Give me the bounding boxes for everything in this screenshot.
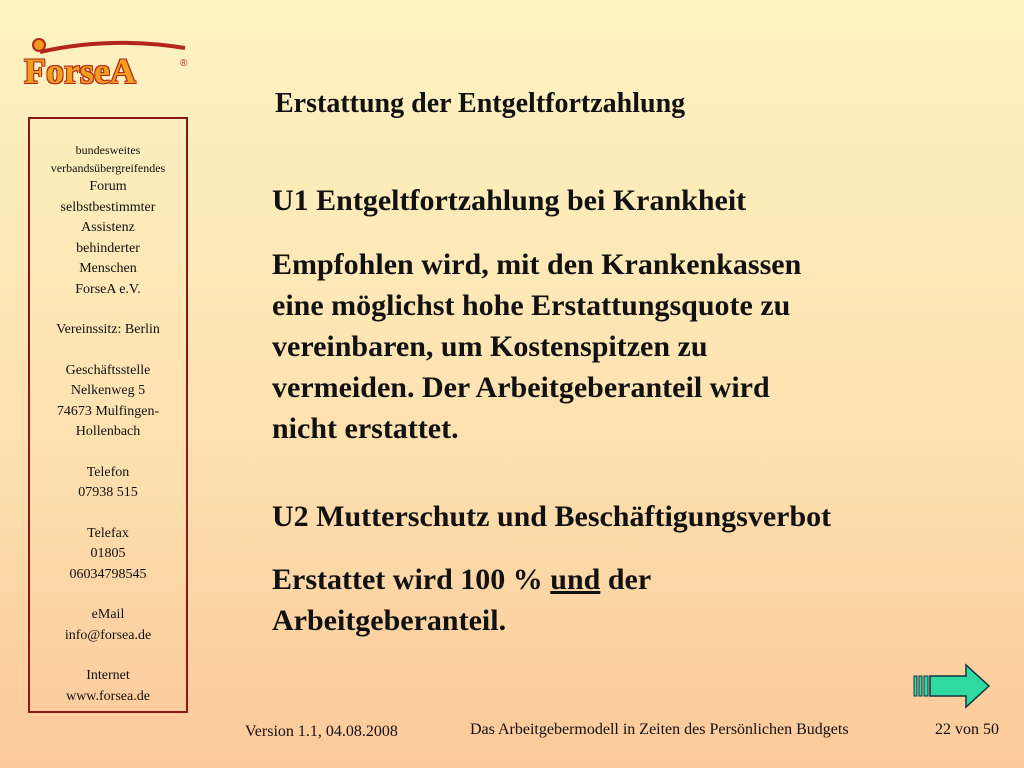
sidebar-internet: www.forsea.de <box>66 688 150 704</box>
sidebar-office-street: Nelkenweg 5 <box>70 383 146 398</box>
sidebar-seat: Vereinssitz: Berlin <box>56 322 160 337</box>
section1-line: vereinbaren, um Kostenspitzen zu <box>272 330 708 363</box>
footer-page-number: 22 von 50 <box>935 721 999 738</box>
section1-body <box>272 244 912 449</box>
sidebar-line: selbstbestimmter <box>60 199 156 215</box>
section2-body <box>272 559 912 641</box>
arrow-right-icon[interactable] <box>912 662 992 710</box>
section1-heading-text: U1 Entgeltfortzahlung bei Krankheit <box>272 184 747 217</box>
section2-text: Erstattet wird 100 % <box>272 563 551 596</box>
section1-heading <box>272 182 952 220</box>
section1-line: vermeiden. Der Arbeitgeberanteil wird <box>272 371 770 404</box>
section2-line <box>272 559 912 600</box>
sidebar-fax-label: Telefax <box>87 525 129 541</box>
sidebar-line: verbandsübergreifendes <box>50 161 166 175</box>
sidebar-line: behinderter <box>76 240 140 256</box>
sidebar-office-city: 74673 Mulfingen- <box>56 403 160 419</box>
section2-text: der <box>600 563 652 596</box>
sidebar-email: info@forsea.de <box>64 627 152 643</box>
sidebar-email-label: eMail <box>91 607 125 622</box>
section1-line: eine möglichst hohe Erstattungsquote zu <box>272 289 791 322</box>
section2-heading-text: U2 Mutterschutz und Beschäftigungsverbot <box>272 500 832 533</box>
sidebar-office-city: Hollenbach <box>75 424 141 439</box>
sidebar-line: Menschen <box>79 261 137 276</box>
sidebar-line: Assistenz <box>81 220 135 235</box>
sidebar-fax: 01805 <box>90 546 126 561</box>
logo-text: ForseA <box>24 51 136 91</box>
section2-line: Arbeitgeberanteil. <box>272 604 507 637</box>
sidebar-internet-label: Internet <box>86 668 130 683</box>
footer-title: Das Arbeitgebermodell in Zeiten des Persönlichen Budgets <box>470 721 849 738</box>
sidebar-office-label: Geschäftsstelle <box>65 362 151 378</box>
section1-line: Empfohlen wird, mit den Krankenkassen <box>272 248 802 281</box>
footer-version: Version 1.1, 04.08.2008 <box>245 723 398 740</box>
section2-heading <box>272 498 831 536</box>
sidebar-phone: 07938 515 <box>78 485 138 500</box>
section1-line: nicht erstattet. <box>272 412 459 445</box>
sidebar-phone-label: Telefon <box>86 464 130 480</box>
forsea-logo <box>20 38 190 98</box>
sidebar-fax: 06034798545 <box>69 566 147 582</box>
sidebar-org-name: ForseA e.V. <box>75 281 141 297</box>
sidebar-line: bundesweites <box>75 143 141 157</box>
section2-underlined-text: und <box>550 563 601 596</box>
slide-title: Erstattung der Entgeltfortzahlung <box>275 88 686 119</box>
logo-registered-mark: ® <box>180 58 188 69</box>
contact-sidebar <box>28 117 188 713</box>
sidebar-line: Forum <box>89 179 127 194</box>
